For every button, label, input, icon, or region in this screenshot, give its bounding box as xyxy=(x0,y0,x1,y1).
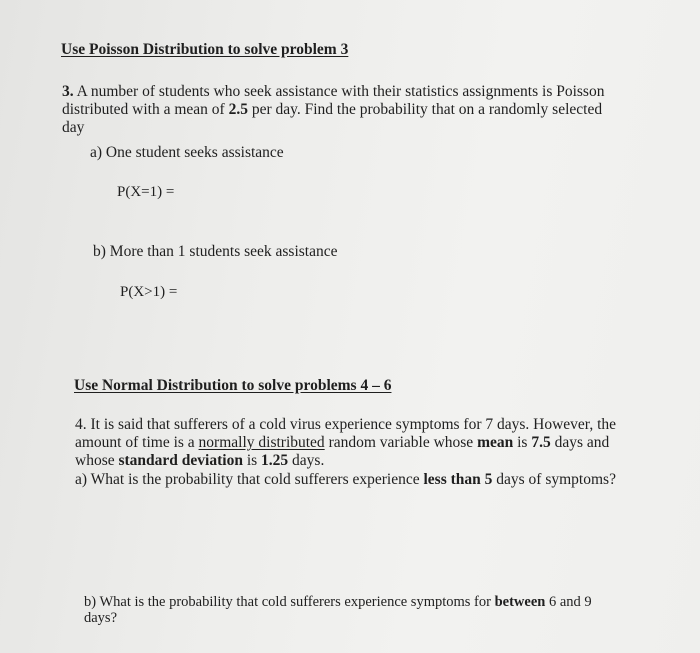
problem3-line3: day xyxy=(62,119,85,136)
problem4-line2 xyxy=(75,434,609,452)
problem3-line2-text-a: distributed with a mean of xyxy=(62,101,229,118)
problem4-part-b-line2: days? xyxy=(84,610,118,626)
problem3-mean-value: 2.5 xyxy=(228,101,248,118)
problem3-part-a-equation: P(X=1) = xyxy=(117,184,175,200)
problem3-part-b-equation: P(X>1) = xyxy=(120,284,178,300)
problem4-line2-text-c: is xyxy=(513,434,532,451)
problem4-part-b-text-a: b) What is the probability that cold sufferers experience symptoms for xyxy=(84,594,495,610)
problem4-mean-label: mean xyxy=(477,434,514,451)
problem4-line1: 4. It is said that sufferers of a cold virus experience symptoms for 7 days. However, the xyxy=(75,416,617,433)
problem4-sd-value: 1.25 xyxy=(261,452,289,469)
normal-heading-prefix: Use xyxy=(74,377,102,394)
problem4-part-a-text-a: a) What is the probability that cold sufferers experience xyxy=(75,471,424,488)
problem4-line2-text-d: days and xyxy=(550,434,610,451)
problem3-line2-text-b: per day. Find the probability that on a randomly selected xyxy=(247,101,603,118)
problem4-line2-text-a: amount of time is a xyxy=(75,434,199,451)
problem4-part-a xyxy=(75,471,616,489)
problem4-line3-text-b: is xyxy=(242,452,262,469)
problem3-line2 xyxy=(62,101,602,119)
problem4-part-a-text-b: days of symptoms? xyxy=(492,471,616,488)
problem3-part-a: a) One student seeks assistance xyxy=(90,144,284,161)
problem4-normally-distributed: normally distributed xyxy=(198,434,325,451)
problem4-mean-value: 7.5 xyxy=(531,434,551,451)
problem4-line3 xyxy=(75,452,324,470)
problem4-part-b-text-b: 6 and 9 xyxy=(545,594,592,610)
normal-section-heading xyxy=(74,377,391,395)
problem3-line1-text: A number of students who seek assistance with their statistics assignments is Poisson xyxy=(73,83,605,100)
problem4-sd-label: standard deviation xyxy=(118,452,243,469)
problem4-part-a-bold: less than 5 xyxy=(423,471,493,488)
problem4-part-b-bold: between xyxy=(494,594,546,610)
problem3-line1 xyxy=(62,83,604,101)
normal-heading-main: Normal Distribution to solve problems 4 – 6 xyxy=(101,377,392,394)
problem4-line3-text-a: whose xyxy=(75,452,119,469)
problem4-line3-text-c: days. xyxy=(288,452,325,469)
problem3-part-b: b) More than 1 students seek assistance xyxy=(93,243,338,260)
problem3-number: 3. xyxy=(62,83,74,100)
problem4-part-b xyxy=(84,593,592,611)
problem4-line2-text-b: random variable whose xyxy=(324,434,478,451)
poisson-section-heading: Use Poisson Distribution to solve problem 3 xyxy=(61,41,349,58)
